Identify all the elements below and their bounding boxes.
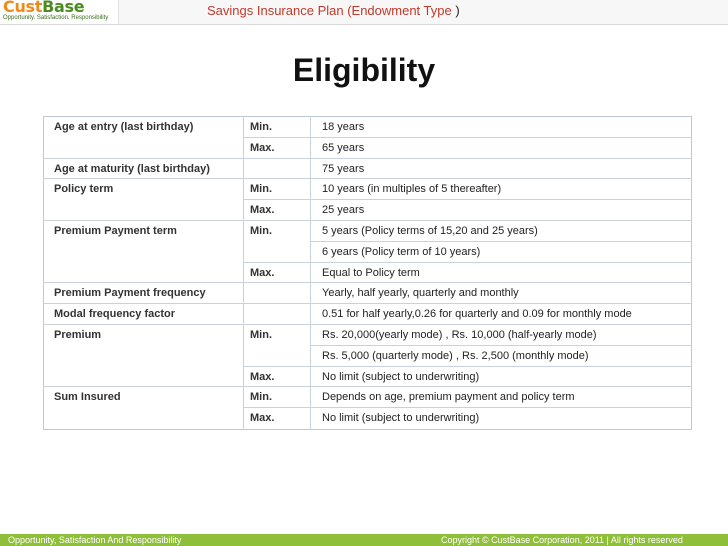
footer-bar <box>0 534 728 546</box>
row-divider <box>243 137 692 138</box>
value-cell: Rs. 20,000(yearly mode) , Rs. 10,000 (half-yearly mode) <box>322 329 597 341</box>
qualifier-cell: Max. <box>250 370 275 383</box>
param-cell: Premium Payment term <box>54 225 177 237</box>
param-cell: Premium <box>54 329 102 341</box>
row-divider <box>43 178 692 179</box>
value-cell: 0.51 for half yearly,0.26 for quarterly and 0.09 for monthly mode <box>322 308 632 321</box>
param-cell: Modal frequency factor <box>54 308 176 321</box>
value-cell: 25 years <box>322 204 365 217</box>
param-cell: Age at maturity (last birthday) <box>54 162 210 175</box>
eligibility-table <box>43 116 692 430</box>
page-title: Eligibility <box>292 52 436 88</box>
value-cell: 5 years (Policy terms of 15,20 and 25 years) <box>322 225 538 237</box>
value-cell: 75 years <box>322 162 365 175</box>
qualifier-cell: Min. <box>250 391 272 404</box>
row-divider <box>243 262 692 263</box>
logo-base-text: Base <box>42 0 85 16</box>
plan-title-paren: ) <box>455 3 460 18</box>
row-divider <box>43 324 692 325</box>
custbase-logo <box>0 0 119 24</box>
plan-title <box>207 2 460 20</box>
qualifier-cell: Max. <box>250 204 275 217</box>
logo-cust-text: Cust <box>3 0 43 16</box>
value-cell: Rs. 5,000 (quarterly mode) , Rs. 2,500 (monthly mode) <box>322 349 589 362</box>
row-divider <box>243 366 692 367</box>
row-divider <box>43 158 692 159</box>
qualifier-cell: Max. <box>250 141 275 154</box>
value-cell: Yearly, half yearly, quarterly and monthly <box>322 287 519 300</box>
row-divider <box>243 199 692 200</box>
param-cell: Premium Payment frequency <box>54 287 206 300</box>
row-divider <box>310 345 692 346</box>
value-cell: 65 years <box>322 141 365 154</box>
param-cell: Sum Insured <box>54 391 121 404</box>
qualifier-cell: Min. <box>250 329 272 341</box>
footer-copyright: Copyright © CustBase Corporation, 2011 | All rights reserved <box>441 535 683 545</box>
qualifier-cell: Min. <box>250 183 272 196</box>
qualifier-cell: Max. <box>250 412 275 425</box>
param-cell: Age at entry (last birthday) <box>54 121 194 133</box>
value-cell: 6 years (Policy term of 10 years) <box>322 245 481 258</box>
value-cell: No limit (subject to underwriting) <box>322 412 480 425</box>
qualifier-cell: Max. <box>250 266 275 279</box>
row-divider <box>43 303 692 304</box>
plan-title-text: Savings Insurance Plan (Endowment Type <box>207 3 452 18</box>
logo-tagline: Opportunity. Satisfaction. Responsibility <box>3 15 109 21</box>
row-divider <box>43 386 692 387</box>
qualifier-cell: Min. <box>250 225 272 237</box>
column-divider <box>310 116 311 430</box>
row-divider <box>243 407 692 408</box>
value-cell: Depends on age, premium payment and policy term <box>322 391 575 404</box>
row-divider <box>43 220 692 221</box>
row-divider <box>43 282 692 283</box>
logo-wordmark <box>3 0 84 16</box>
value-cell: 18 years <box>322 121 365 133</box>
qualifier-cell: Min. <box>250 121 272 133</box>
value-cell: No limit (subject to underwriting) <box>322 370 480 383</box>
column-divider <box>243 116 244 430</box>
header-bar <box>0 0 728 25</box>
row-divider <box>310 241 692 242</box>
value-cell: Equal to Policy term <box>322 266 420 279</box>
value-cell: 10 years (in multiples of 5 thereafter) <box>322 183 502 196</box>
param-cell: Policy term <box>54 183 114 196</box>
footer-tagline: Opportunity, Satisfaction And Responsibility <box>8 535 182 545</box>
